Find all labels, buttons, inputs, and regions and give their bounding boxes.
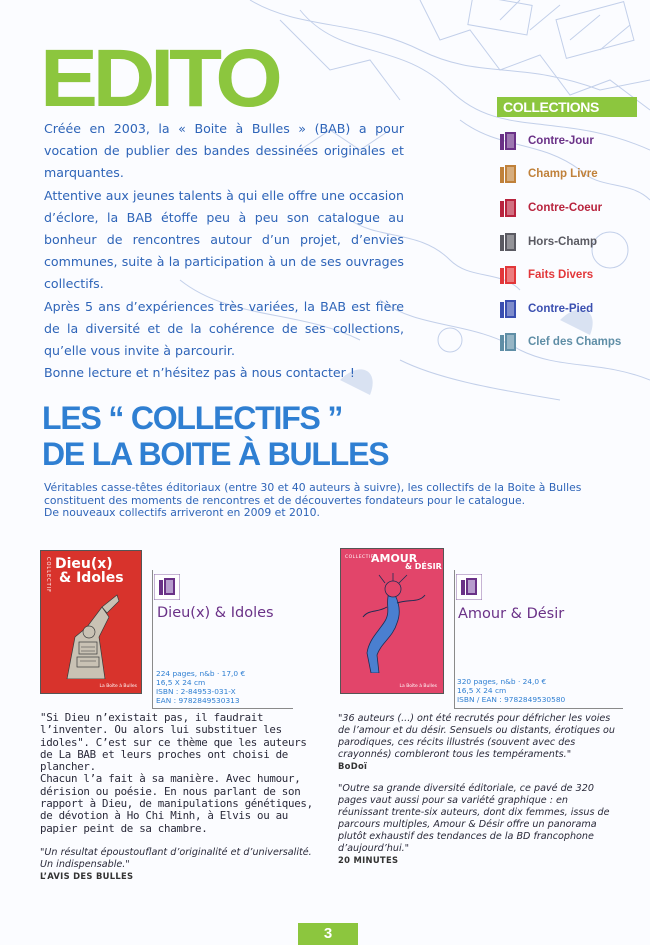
collection-label: Contre-Coeur [528, 201, 603, 214]
quote-text: "Si Dieu n’existait pas, il faudrait l’inventer. Ou alors lui substituer les idoles". C’est sur ce thème que les auteurs de La BAB et leurs proches ont choisi de plancher. [40, 711, 307, 774]
book-quote-amour-desir [338, 713, 618, 865]
collection-item-contre-jour[interactable] [499, 124, 639, 158]
book-icon [499, 231, 521, 253]
cover-title: & DÉSIR [405, 562, 442, 571]
collection-label: Clef des Champs [528, 336, 622, 349]
book-meta-line: 16,5 X 24 cm [156, 678, 206, 688]
edito-title: EDITO [40, 33, 278, 124]
press-quote: "36 auteurs (...) ont été recrutés pour défricher les voies de l’amour et du désir. Sensuels ou distants, érotiques ou parodiques, ces récits illustrés (souvent avec des crayonnés) combleront tous les tempéraments." [338, 713, 615, 760]
edito-paragraph: Bonne lecture et n’hésitez pas à nous contacter ! [44, 365, 355, 381]
press-source: BoDoï [338, 761, 368, 771]
cover-title: AMOUR [371, 552, 418, 565]
cover-publisher: La Boîte à Bulles [399, 684, 437, 689]
book-icon [499, 130, 521, 152]
cover-series-label: COLLECTIF [45, 557, 51, 594]
collection-label: Contre-Pied [528, 302, 594, 315]
edito-paragraph: Attentive aux jeunes talents à qui elle offre une occasion d’éclore, la BAB étoffe peu à peu son catalogue au bonheur de rencontres autour d’un projet, d’envies communes, suite à la participation à un de ses ouvrages collectifs. [44, 187, 404, 292]
book-meta-line: 320 pages, n&b · 24,0 € [457, 677, 547, 686]
collection-label: Faits Divers [528, 269, 594, 282]
collection-item-faits-divers[interactable] [499, 258, 639, 292]
quote-text: Chacun l’a fait à sa manière. Avec humour, dérision ou poésie. En nous parlant de son rapport à Dieu, de manipulations génétiques, de dévotion à Ho Chi Minh, à Elvis ou au papier peint de sa chambre. [40, 772, 313, 835]
contre-jour-book-icon [456, 574, 482, 600]
cover-title: & Idoles [59, 570, 124, 586]
collection-item-contre-pied[interactable] [499, 292, 639, 326]
collection-item-hors-champ[interactable] [499, 225, 639, 259]
press-quote: "Un résultat époustouflant d’originalité et d’universalité. Un indispensable." [40, 846, 312, 870]
book-quote-dieux-idoles [40, 712, 318, 881]
collection-label: Champ Livre [528, 168, 598, 181]
collectifs-heading-line1: LES “ COLLECTIFS ” [42, 400, 343, 436]
book-icon [499, 264, 521, 286]
book-meta-line: ISBN : 2-84953-031-X [156, 687, 236, 697]
contre-jour-book-icon [154, 574, 180, 600]
edito-paragraph: Après 5 ans d’expériences très variées, la BAB est fière de la diversité et de la cohérence de ses collections, qu’elle vous invite à parcourir. [44, 298, 404, 359]
press-source: L’AVIS DES BULLES [40, 870, 134, 881]
book-meta-line: EAN : 9782849530313 [156, 696, 240, 706]
book-cover-dieux-idoles[interactable] [40, 550, 142, 694]
collectifs-heading [42, 400, 388, 472]
page-number: 3 [298, 923, 358, 945]
cover-title: Dieu(x) [55, 556, 113, 572]
press-source: 20 MINUTES [338, 855, 399, 865]
cover-series-label: COLLECTIF [345, 555, 374, 560]
book-cover-amour-desir[interactable] [340, 548, 444, 694]
book-icon [499, 163, 521, 185]
book-icon [499, 298, 521, 320]
book-meta-line: ISBN / EAN : 9782849530580 [457, 695, 566, 705]
book-meta [457, 677, 565, 704]
cover-illustration-idol [47, 587, 137, 679]
collection-item-contre-coeur[interactable] [499, 191, 639, 225]
cover-illustration-figure [349, 573, 439, 673]
collectifs-intro [44, 482, 624, 520]
book-title: Dieu(x) & Idoles [157, 605, 274, 621]
intro-text: De nouveaux collectifs arriveront en 2009 et 2010. [44, 506, 320, 520]
collections-list [499, 124, 639, 359]
book-title: Amour & Désir [458, 606, 565, 622]
collection-label: Hors-Champ [528, 235, 598, 248]
book-icon [499, 197, 521, 219]
collection-item-clef-des-champs[interactable] [499, 326, 639, 360]
edito-paragraph: Créée en 2003, la « Boite à Bulles » (BAB) a pour vocation de publier des bandes dessinées originales et marquantes. [44, 121, 404, 181]
collections-heading: COLLECTIONS [497, 97, 637, 117]
collection-label: Contre-Jour [528, 134, 594, 147]
press-quote: "Outre sa grande diversité éditoriale, ce pavé de 320 pages vaut aussi pour sa variété graphique : en réunissant trente-six auteurs, dont dix femmes, issus de parcours multiples, Amour & Désir offre un panorama plutôt exhaustif des tendances de la BD francophone d’aujourd’hui." [338, 783, 610, 854]
intro-text: Véritables casse-têtes éditoriaux (entre 30 et 40 auteurs à suivre), les collectifs de la Boite à Bulles constituent des moments de rencontres et de découvertes fondateurs pour le catalogue. [44, 481, 582, 507]
book-meta-line: 16,5 X 24 cm [457, 686, 507, 696]
book-icon [499, 331, 521, 353]
book-meta [156, 669, 245, 705]
book-meta-line: 224 pages, n&b · 17,0 € [156, 669, 246, 678]
cover-publisher: La Boîte à Bulles [99, 684, 137, 689]
collectifs-heading-line2: DE LA BOITE À BULLES [42, 436, 389, 472]
collection-item-champ-livre[interactable] [499, 158, 639, 192]
edito-body [44, 118, 404, 384]
